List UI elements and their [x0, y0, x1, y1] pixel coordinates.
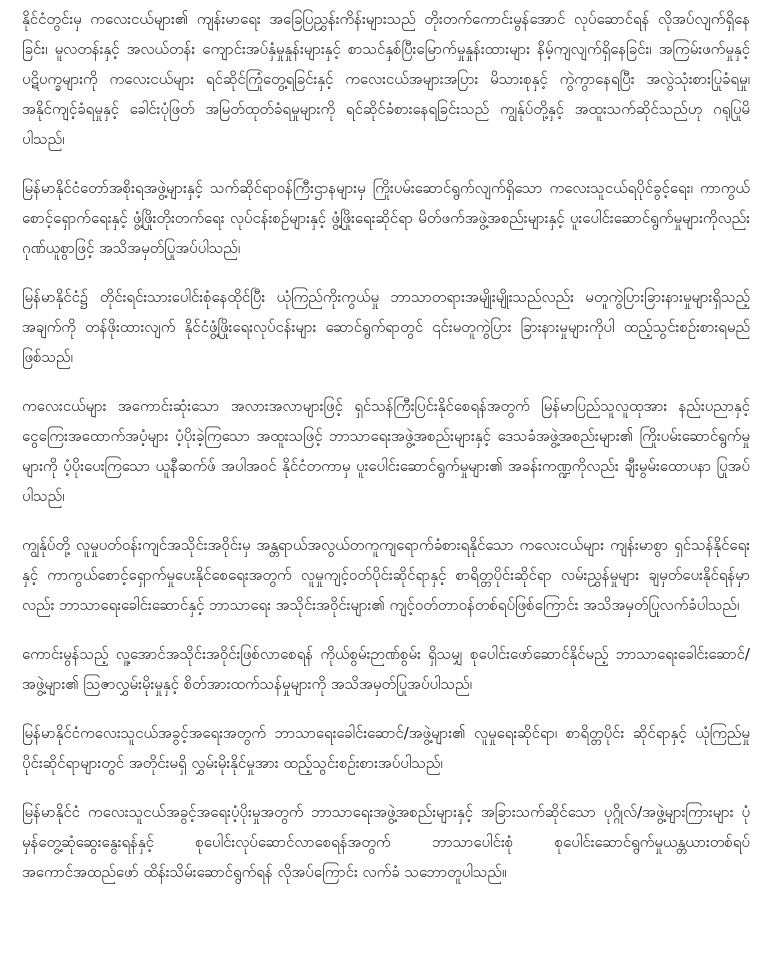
paragraph-1: နိုင်ငံတွင်းမှ ကလေးငယ်များ၏ ကျန်းမာရေး အခြေပြညွှန်းကိန်းများသည် တိုးတက်ကောင်းမွန်အောင် လုပ်ဆောင်ရန် လိုအပ်လျက်ရှိနေခြင်း၊ မူလတန်းနှင့် အလယ်တန်း ကျောင်းအပ်နှံမှုနှုန်းများနှင့် စာသင်နှစ်ပြီးမြောက်မှုနှုန်းထားများ နိမ့်ကျလျက်ရှိနေခြင်း၊ အကြမ်းဖက်မှုနှင့် ပဋိပက္ခများကို ကလေးငယ်များ ရင်ဆိုင်ကြုံတွေ့ရခြင်းနှင့် ကလေးငယ်အများအပြား မိသားစုနှင့် ကွဲကွာနေရပြီး အလွဲသုံးစားပြုခံရမှု၊ အနိုင်ကျင့်ခံရမှုနှင့် ခေါင်းပုံဖြတ် အမြတ်ထုတ်ခံရမှုများကို ရင်ဆိုင်ခံစားနေရခြင်းသည် ကျွန်ုပ်တို့နှင့် အထူးသက်ဆိုင်သည်ဟု ဂရုပြုမိပါသည်၊ [22, 10, 750, 148]
paragraph-2: မြန်မာနိုင်ငံတော်အစိုးရအဖွဲ့များနှင့် သက်ဆိုင်ရာဝန်ကြီးဌာနများမှ ကြိုးပမ်းဆောင်ရွက်လျက်ရှိသော ကလေးသူငယ်ရပိုင်ခွင့်ရေး၊ ကာကွယ်စောင့်ရှောက်ရေးနှင့် ဖွံ့ဖြိုးတိုးတက်ရေး လုပ်ငန်းစဉ်များနှင့် ဖွံ့ဖြိုးရေးဆိုင်ရာ မိတ်ဖက်အဖွဲ့အစည်းများနှင့် ပူးပေါင်းဆောင်ရွက်မှုများကိုလည်း ဂုဏ်ယူစွာဖြင့် အသိအမှတ်ပြုအပ်ပါသည်၊ [22, 179, 750, 257]
paragraph-4: ကလေးငယ်များ အကောင်းဆုံးသော အလားအလာများဖြင့် ရှင်သန်ကြီးပြင်းနိုင်စေရန်အတွက် မြန်မာပြည်သူလူထုအား နည်းပညာနှင့် ငွေကြေးအထောက်အပံ့များ ပံ့ပိုးခဲ့ကြသော အထူးသဖြင့် ဘာသာရေးအဖွဲ့အစည်းများနှင့် ဒေသခံအဖွဲ့အစည်းများ၏ ကြိုးပမ်းဆောင်ရွက်မှုများကို ပံ့ပိုးပေးကြသော ယူနီဆက်ဖ် အပါအဝင် နိုင်ငံတကာမှ ပူးပေါင်းဆောင်ရွက်မှုများ၏ အခန်းကဏ္ဍကိုလည်း ချီးမွမ်းထောပနာ ပြုအပ်ပါသည်၊ [22, 397, 750, 505]
paragraph-5: ကျွန်ုပ်တို့ လူမှုပတ်ဝန်းကျင်အသိုင်းအဝိုင်းမှ အန္တရာယ်အလွယ်တကူကျရောက်ခံစားရနိုင်သော ကလေးငယ်များ ကျန်းမာစွာ ရှင်သန်နိုင်ရေးနှင့် ကာကွယ်စောင့်ရှောက်မှုပေးနိုင်စေရေးအတွက် လူမှုကျင့်ဝတ်ပိုင်းဆိုင်ရာနှင့် စာရိတ္တပိုင်းဆိုင်ရာ လမ်းညွှန်မှုများ ချမှတ်ပေးနိုင်ရန်မှာလည်း ဘာသာရေးခေါင်းဆောင်နှင့် ဘာသာရေး အသိုင်းအဝိုင်းများ၏ ကျင့်ဝတ်တာဝန်တစ်ရပ်ဖြစ်ကြောင်း အသိအမှတ်ပြုလက်ခံပါသည်၊ [22, 536, 750, 614]
paragraph-3: မြန်မာနိုင်ငံ၌ တိုင်းရင်းသားပေါင်းစုံနေထိုင်ပြီး ယုံကြည်ကိုးကွယ်မှု ဘာသာတရားအမျိုးမျိုးသည်လည်း မတူကွဲပြားခြားနားမှုများရှိသည့်အချက်ကို တန်ဖိုးထားလျက် နိုင်ငံဖွံ့ဖြိုးရေးလုပ်ငန်းများ ဆောင်ရွက်ရာတွင် ၎င်းမတူကွဲပြား ခြားနားမှုများကိုပါ ထည့်သွင်းစဉ်းစားရမည်ဖြစ်သည်၊ [22, 288, 750, 366]
paragraph-8: မြန်မာနိုင်ငံ ကလေးသူငယ်အခွင့်အရေးပံ့ပိုးမှုအတွက် ဘာသာရေးအဖွဲ့အစည်းများနှင့် အခြားသက်ဆိုင်သော ပုဂ္ဂိုလ်/အဖွဲ့များကြားများ ပုံမှန်တွေ့ဆုံဆွေးနွေးရန်နှင့် စုပေါင်းလုပ်ဆောင်လာစေရန်အတွက် ဘာသာပေါင်းစုံ စုပေါင်းဆောင်ရွက်မှုယန္တယားတစ်ရပ် အကောင်အထည်ဖော် ထိန်းသိမ်းဆောင်ရွက်ရန် လိုအပ်ကြောင်း လက်ခံ သဘောတူပါသည်။ [22, 803, 750, 881]
paragraph-6: ကောင်းမွန်သည့် လူ့အောင်အသိုင်းအဝိုင်းဖြစ်လာစေရန် ကိုယ်စွမ်းဉာဏ်စွမ်း ရှိသမျှ စုပေါင်းဖော်ဆောင်နိုင်မည့် ဘာသာရေးခေါင်းဆောင်/အဖွဲ့များ၏ သြဇာလွှမ်းမိုးမှုနှင့် စိတ်အားထက်သန်မှုများကို အသိအမှတ်ပြုအပ်ပါသည်၊ [22, 645, 750, 693]
paragraph-7: မြန်မာနိုင်ငံကလေးသူငယ်အခွင့်အရေးအတွက် ဘာသာရေးခေါင်းဆောင်/အဖွဲ့များ၏ လူမှုရေးဆိုင်ရာ၊ စာရိတ္တပိုင်း ဆိုင်ရာနှင့် ယုံကြည်မှုပိုင်းဆိုင်ရာများတွင် အတိုင်းမရှိ လွှမ်းမိုးနိုင်မှုအား ထည့်သွင်းစဉ်းစားအပ်ပါသည်၊ [22, 724, 750, 772]
